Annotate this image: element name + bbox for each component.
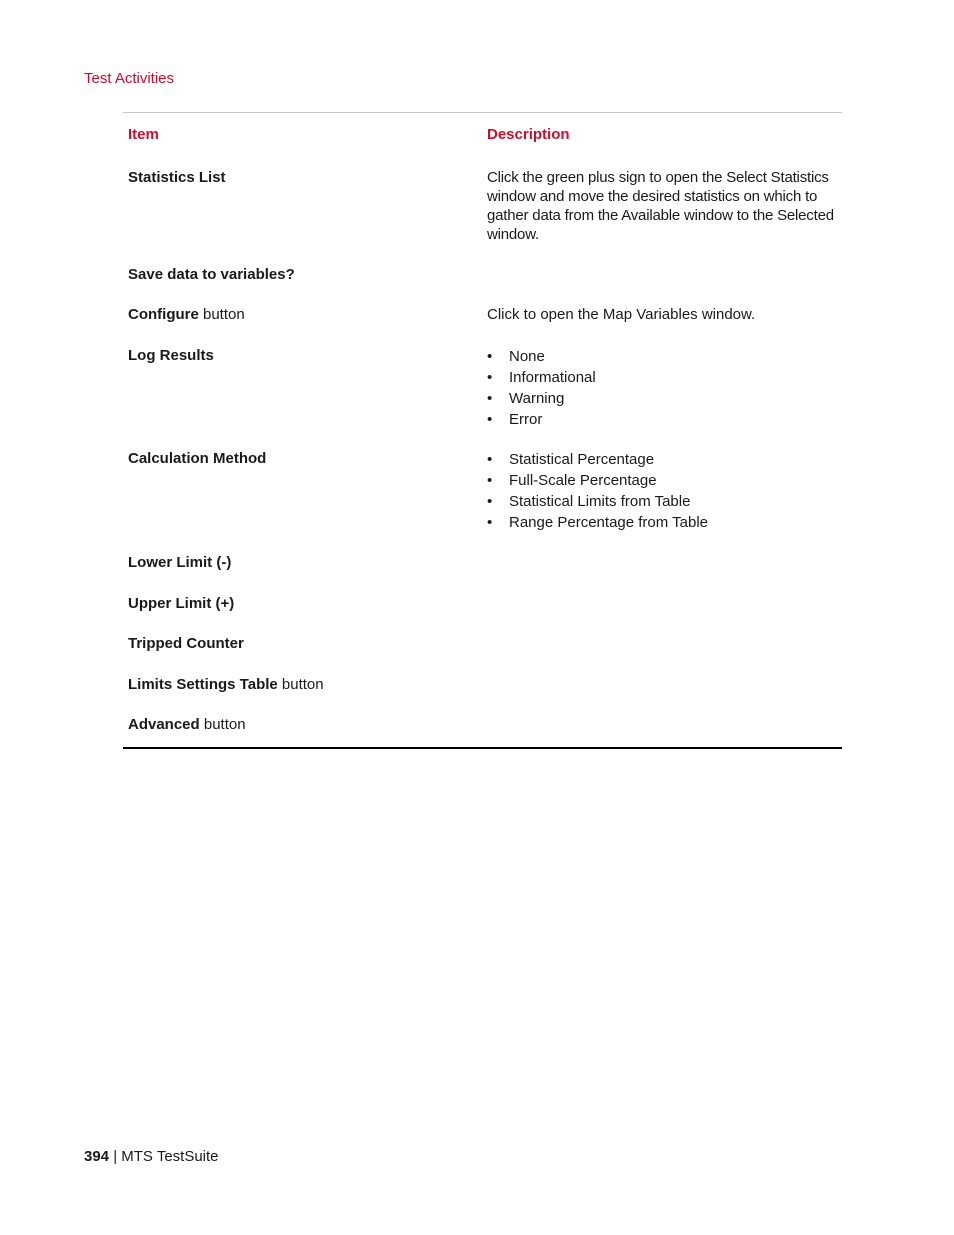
table-row-limits-settings-table bbox=[123, 675, 842, 715]
list-item: • Statistical Percentage bbox=[487, 449, 838, 470]
row-item-label: Lower Limit (-) bbox=[128, 554, 232, 571]
row-description bbox=[482, 553, 842, 594]
list-item: • Informational bbox=[487, 367, 838, 388]
row-item-label: Upper Limit (+) bbox=[128, 595, 235, 612]
list-item: • None bbox=[487, 346, 838, 367]
row-item-label: Advanced bbox=[128, 716, 200, 733]
row-item-label: Save data to variables? bbox=[128, 266, 295, 283]
table-row-lower-limit bbox=[123, 553, 842, 594]
row-description bbox=[482, 675, 842, 715]
row-item-label: Limits Settings Table bbox=[128, 676, 278, 693]
calculation-method-options-list bbox=[487, 449, 838, 533]
row-item-suffix: button bbox=[199, 716, 246, 733]
row-item-label: Statistics List bbox=[128, 169, 226, 186]
row-item-suffix: button bbox=[198, 306, 245, 323]
row-description: Click to open the Map Variables window. bbox=[487, 306, 756, 323]
column-header-description: Description bbox=[487, 126, 570, 143]
table-row-save-data bbox=[123, 265, 842, 305]
table-row-log-results bbox=[123, 346, 842, 449]
row-description bbox=[482, 265, 842, 305]
table-header-row bbox=[123, 113, 842, 168]
page-number: 394 bbox=[84, 1148, 110, 1165]
row-item-label: Configure bbox=[128, 306, 199, 323]
column-header-item: Item bbox=[128, 126, 159, 143]
row-item-label: Calculation Method bbox=[128, 450, 267, 467]
page-footer bbox=[84, 1148, 219, 1165]
item-description-table bbox=[123, 112, 842, 749]
list-item: • Range Percentage from Table bbox=[487, 512, 838, 533]
table-row-configure bbox=[123, 305, 842, 346]
list-item: • Statistical Limits from Table bbox=[487, 491, 838, 512]
row-description bbox=[482, 594, 842, 634]
row-description bbox=[482, 634, 842, 675]
list-item: • Warning bbox=[487, 388, 838, 409]
log-results-options-list bbox=[487, 346, 838, 430]
table-row-upper-limit bbox=[123, 594, 842, 634]
list-item: • Full-Scale Percentage bbox=[487, 470, 838, 491]
table-row-statistics-list bbox=[123, 168, 842, 265]
product-name: MTS TestSuite bbox=[121, 1148, 219, 1165]
table-row-calculation-method bbox=[123, 449, 842, 553]
row-description: Click the green plus sign to open the Select Statistics window and move the desired statistics on which to gather data from the Available window to the Selected window. bbox=[487, 169, 834, 243]
list-item: • Error bbox=[487, 409, 838, 430]
table-row-tripped-counter bbox=[123, 634, 842, 675]
row-item-label: Log Results bbox=[128, 347, 214, 364]
table-row-advanced bbox=[123, 715, 842, 747]
row-description bbox=[482, 715, 842, 747]
footer-separator: | bbox=[109, 1148, 122, 1165]
row-item-suffix: button bbox=[277, 676, 324, 693]
row-item-label: Tripped Counter bbox=[128, 635, 244, 652]
section-title: Test Activities bbox=[84, 70, 175, 87]
